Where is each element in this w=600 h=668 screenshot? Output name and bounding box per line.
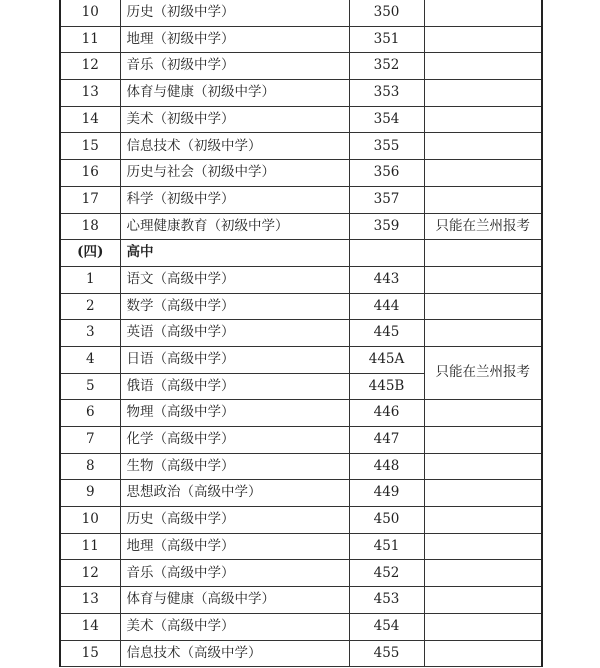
row-number: 17 <box>60 186 120 213</box>
row-number: 3 <box>60 320 120 347</box>
table-row <box>60 400 542 427</box>
table-row <box>60 613 542 640</box>
subject-name: 音乐（初级中学） <box>120 53 349 80</box>
subject-name: 英语（高级中学） <box>120 320 349 347</box>
table-row <box>60 640 542 667</box>
row-number: 12 <box>60 560 120 587</box>
note <box>424 453 542 480</box>
section-header-row <box>60 240 542 267</box>
subject-code: 355 <box>349 133 424 160</box>
row-number: 9 <box>60 480 120 507</box>
subject-code: 357 <box>349 186 424 213</box>
subject-name: 历史与社会（初级中学） <box>120 160 349 187</box>
subject-name: 思想政治（高级中学） <box>120 480 349 507</box>
row-number: 8 <box>60 453 120 480</box>
table-row <box>60 320 542 347</box>
subject-code <box>349 240 424 267</box>
table-row <box>60 266 542 293</box>
subject-name: 心理健康教育（初级中学） <box>120 213 349 240</box>
row-number: 14 <box>60 613 120 640</box>
table-row <box>60 293 542 320</box>
note <box>424 106 542 133</box>
subject-code: 354 <box>349 106 424 133</box>
table-row <box>60 186 542 213</box>
table-row <box>60 160 542 187</box>
exam-subject-table <box>59 0 543 667</box>
note <box>424 533 542 560</box>
note <box>424 613 542 640</box>
subject-name: 日语（高级中学） <box>120 346 349 373</box>
table-row <box>60 53 542 80</box>
subject-name: 信息技术（初级中学） <box>120 133 349 160</box>
row-number: 13 <box>60 587 120 614</box>
subject-code: 445B <box>349 373 424 400</box>
row-number: 7 <box>60 427 120 454</box>
subject-name: 地理（高级中学） <box>120 533 349 560</box>
row-number: 14 <box>60 106 120 133</box>
note <box>424 587 542 614</box>
subject-code: 452 <box>349 560 424 587</box>
table-row <box>60 80 542 107</box>
subject-name: 信息技术（高级中学） <box>120 640 349 667</box>
note <box>424 240 542 267</box>
subject-code: 450 <box>349 507 424 534</box>
note <box>424 400 542 427</box>
subject-name: 美术（高级中学） <box>120 613 349 640</box>
note <box>424 320 542 347</box>
table-row <box>60 533 542 560</box>
row-number: 1 <box>60 266 120 293</box>
row-number: 6 <box>60 400 120 427</box>
table-row <box>60 346 542 373</box>
subject-code: 455 <box>349 640 424 667</box>
subject-code: 448 <box>349 453 424 480</box>
row-number: 18 <box>60 213 120 240</box>
row-number: 15 <box>60 133 120 160</box>
note <box>424 640 542 667</box>
row-number: 10 <box>60 0 120 26</box>
note <box>424 480 542 507</box>
subject-code: 451 <box>349 533 424 560</box>
subject-code: 356 <box>349 160 424 187</box>
subject-name: 美术（初级中学） <box>120 106 349 133</box>
table-row <box>60 587 542 614</box>
subject-code: 445 <box>349 320 424 347</box>
subject-name: 化学（高级中学） <box>120 427 349 454</box>
subject-name: 生物（高级中学） <box>120 453 349 480</box>
note <box>424 133 542 160</box>
note <box>424 186 542 213</box>
subject-name: 音乐（高级中学） <box>120 560 349 587</box>
subject-code: 449 <box>349 480 424 507</box>
row-number: 11 <box>60 533 120 560</box>
note <box>424 560 542 587</box>
note <box>424 507 542 534</box>
subject-code: 454 <box>349 613 424 640</box>
note <box>424 160 542 187</box>
note <box>424 266 542 293</box>
subject-code: 446 <box>349 400 424 427</box>
subject-code: 453 <box>349 587 424 614</box>
subject-name: 历史（高级中学） <box>120 507 349 534</box>
subject-name: 物理（高级中学） <box>120 400 349 427</box>
section-title: 高中 <box>120 240 349 267</box>
note <box>424 26 542 53</box>
table-row <box>60 480 542 507</box>
row-number: 5 <box>60 373 120 400</box>
subject-code: 350 <box>349 0 424 26</box>
row-number: 10 <box>60 507 120 534</box>
row-number: 15 <box>60 640 120 667</box>
note <box>424 80 542 107</box>
subject-code: 445A <box>349 346 424 373</box>
table-row <box>60 26 542 53</box>
subject-name: 数学（高级中学） <box>120 293 349 320</box>
table-row <box>60 0 542 26</box>
row-number: 16 <box>60 160 120 187</box>
subject-name: 科学（初级中学） <box>120 186 349 213</box>
row-number: 2 <box>60 293 120 320</box>
table-row <box>60 133 542 160</box>
row-number: 4 <box>60 346 120 373</box>
section-number: (四) <box>60 240 120 267</box>
subject-code: 447 <box>349 427 424 454</box>
subject-name: 语文（高级中学） <box>120 266 349 293</box>
row-number: 12 <box>60 53 120 80</box>
subject-code: 443 <box>349 266 424 293</box>
subject-code: 352 <box>349 53 424 80</box>
table-row <box>60 507 542 534</box>
subject-code: 359 <box>349 213 424 240</box>
subject-name: 体育与健康（高级中学） <box>120 587 349 614</box>
table-row <box>60 213 542 240</box>
row-number: 13 <box>60 80 120 107</box>
table-row <box>60 106 542 133</box>
table-row <box>60 560 542 587</box>
subject-name: 俄语（高级中学） <box>120 373 349 400</box>
subject-name: 体育与健康（初级中学） <box>120 80 349 107</box>
row-number: 11 <box>60 26 120 53</box>
subject-code: 353 <box>349 80 424 107</box>
table-row <box>60 453 542 480</box>
subject-name: 历史（初级中学） <box>120 0 349 26</box>
note <box>424 427 542 454</box>
subject-name: 地理（初级中学） <box>120 26 349 53</box>
note: 只能在兰州报考 <box>424 213 542 240</box>
note <box>424 53 542 80</box>
subject-code: 444 <box>349 293 424 320</box>
note <box>424 293 542 320</box>
note <box>424 0 542 26</box>
note-merged: 只能在兰州报考 <box>424 346 542 399</box>
subject-code: 351 <box>349 26 424 53</box>
table-row <box>60 427 542 454</box>
